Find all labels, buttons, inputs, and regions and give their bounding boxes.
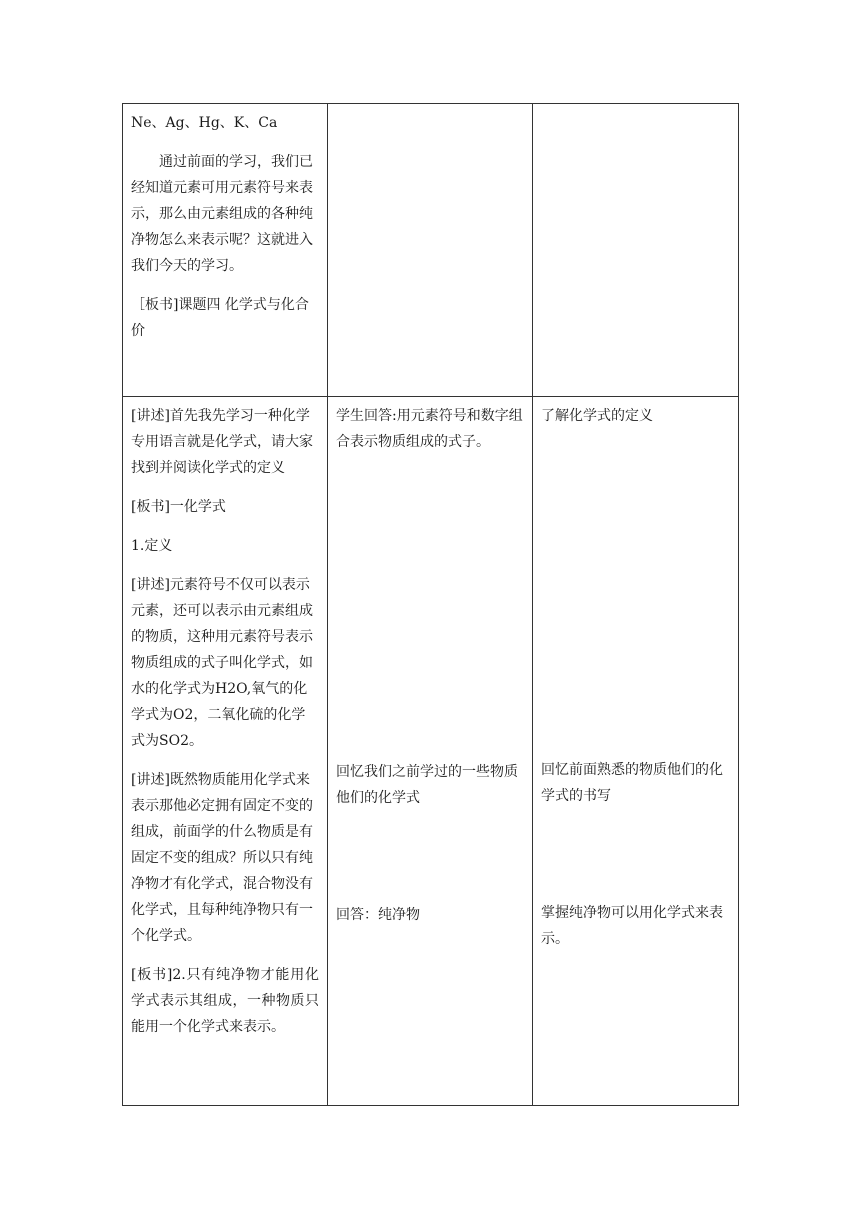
- board-chemical-formula: [板书]一化学式: [131, 499, 226, 515]
- design-intent-cell: [533, 104, 739, 397]
- element-symbols-line: Ne、Ag、Hg、K、Ca: [131, 115, 278, 131]
- lecture-definition-intro: [讲述]首先我先学习一种化学专用语言就是化学式，请大家找到并阅读化学式的定义: [131, 408, 313, 476]
- board-pure-substance-rule: [板书]2.只有纯净物才能用化学式表示其组成，一种物质只能用一个化学式来表示。: [131, 967, 319, 1035]
- intent-understand-definition: 了解化学式的定义: [541, 408, 653, 424]
- lecture-pure-substance: [讲述]既然物质能用化学式来表示那他必定拥有固定不变的组成，前面学的什么物质是有固定不变的组成？所以只有纯净物才有化学式，混合物没有化学式，且每种纯净物只有一个化学式。: [131, 772, 313, 944]
- student-recall-formulas: 回忆我们之前学过的一些物质他们的化学式: [336, 764, 518, 806]
- student-activity-cell: [328, 397, 533, 1106]
- student-answer-pure: 回答：纯净物: [336, 907, 420, 923]
- table-row: [123, 104, 739, 397]
- teacher-activity-cell: [123, 397, 328, 1106]
- intro-paragraph: 通过前面的学习，我们已经知道元素可用元素符号来表示，那么由元素组成的各种纯净物怎么来表示呢？这就进入我们今天的学习。: [131, 154, 313, 274]
- lesson-plan-table: [122, 103, 739, 1106]
- definition-heading: 1.定义: [131, 538, 173, 554]
- student-answer-definition: 学生回答:用元素符号和数字组合表示物质组成的式子。: [336, 408, 523, 450]
- intent-master-pure: 掌握纯净物可以用化学式来表示。: [541, 905, 723, 947]
- board-topic: ［板书]课题四 化学式与化合价: [131, 297, 309, 339]
- design-intent-cell: [533, 397, 739, 1106]
- teacher-activity-cell: [123, 104, 328, 397]
- table-row: [123, 397, 739, 1106]
- lecture-element-symbols: [讲述]元素符号不仅可以表示元素，还可以表示由元素组成的物质，这种用元素符号表示物质组成的式子叫化学式，如水的化学式为H2O,氧气的化学式为O2，二氧化硫的化学式为SO2。: [131, 577, 313, 749]
- student-activity-cell: [328, 104, 533, 397]
- intent-recall-writing: 回忆前面熟悉的物质他们的化学式的书写: [541, 762, 723, 804]
